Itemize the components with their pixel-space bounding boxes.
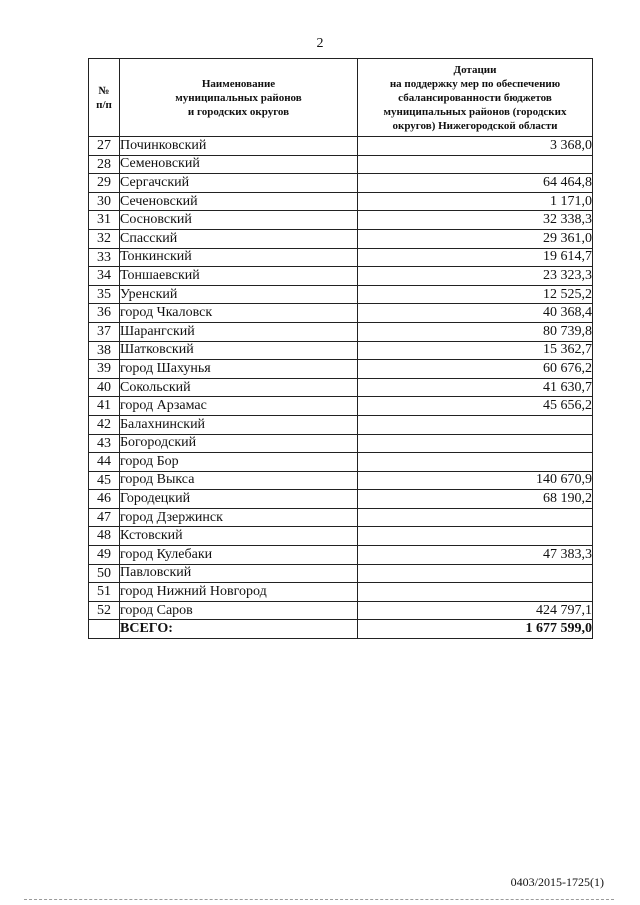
- row-name: Уренский: [120, 285, 358, 304]
- row-name: город Выкса: [120, 471, 358, 490]
- row-number: 52: [89, 601, 120, 620]
- table-row: [89, 415, 593, 434]
- row-name: Сокольский: [120, 378, 358, 397]
- row-name: город Бор: [120, 453, 358, 472]
- table-row: [89, 527, 593, 546]
- table-row: [89, 174, 593, 193]
- row-value: [358, 415, 593, 434]
- row-number: 36: [89, 304, 120, 323]
- row-number: 46: [89, 490, 120, 509]
- row-number: 28: [89, 155, 120, 174]
- table-row: [89, 267, 593, 286]
- row-name: город Саров: [120, 601, 358, 620]
- row-name: город Чкаловск: [120, 304, 358, 323]
- table-row: [89, 434, 593, 453]
- row-number: 43: [89, 434, 120, 453]
- row-value: [358, 564, 593, 583]
- row-number: 32: [89, 229, 120, 248]
- table-row: [89, 397, 593, 416]
- row-value: 29 361,0: [358, 229, 593, 248]
- row-value: 41 630,7: [358, 378, 593, 397]
- row-number: 27: [89, 137, 120, 156]
- row-value: 64 464,8: [358, 174, 593, 193]
- row-value: 60 676,2: [358, 360, 593, 379]
- row-number: 41: [89, 397, 120, 416]
- table-row: [89, 341, 593, 360]
- row-number: 39: [89, 360, 120, 379]
- row-name: Сергачский: [120, 174, 358, 193]
- table-header-row: [89, 59, 593, 137]
- table-row: [89, 564, 593, 583]
- table-row: [89, 248, 593, 267]
- row-value: [358, 453, 593, 472]
- row-number: 49: [89, 546, 120, 565]
- table-row: [89, 601, 593, 620]
- row-number: 33: [89, 248, 120, 267]
- total-label: ВСЕГО:: [120, 620, 358, 639]
- total-value: 1 677 599,0: [358, 620, 593, 639]
- page-number: 2: [316, 36, 324, 51]
- row-name: город Дзержинск: [120, 508, 358, 527]
- table-row: [89, 304, 593, 323]
- row-name: Сосновский: [120, 211, 358, 230]
- row-name: Шарангский: [120, 322, 358, 341]
- row-value: 1 171,0: [358, 192, 593, 211]
- row-value: 47 383,3: [358, 546, 593, 565]
- row-number: 48: [89, 527, 120, 546]
- row-value: 15 362,7: [358, 341, 593, 360]
- table-row: [89, 322, 593, 341]
- row-name: Балахнинский: [120, 415, 358, 434]
- row-name: город Кулебаки: [120, 546, 358, 565]
- table-row: [89, 360, 593, 379]
- row-number: 37: [89, 322, 120, 341]
- row-name: Богородский: [120, 434, 358, 453]
- row-value: 80 739,8: [358, 322, 593, 341]
- row-value: [358, 434, 593, 453]
- table-row: [89, 378, 593, 397]
- table-row: [89, 490, 593, 509]
- table-row: [89, 508, 593, 527]
- row-number: 34: [89, 267, 120, 286]
- row-number: 51: [89, 583, 120, 602]
- row-number: 44: [89, 453, 120, 472]
- row-number: 29: [89, 174, 120, 193]
- row-name: Павловский: [120, 564, 358, 583]
- row-number: 50: [89, 564, 120, 583]
- row-name: Городецкий: [120, 490, 358, 509]
- row-value: 19 614,7: [358, 248, 593, 267]
- row-value: 424 797,1: [358, 601, 593, 620]
- row-number: 42: [89, 415, 120, 434]
- table-row: [89, 471, 593, 490]
- table-row: [89, 192, 593, 211]
- row-name: Тоншаевский: [120, 267, 358, 286]
- row-name: Сеченовский: [120, 192, 358, 211]
- document-code: 0403/2015-1725(1): [510, 875, 604, 889]
- column-header-number: № п/п: [89, 59, 120, 137]
- row-name: Тонкинский: [120, 248, 358, 267]
- row-name: город Шахунья: [120, 360, 358, 379]
- row-value: [358, 508, 593, 527]
- row-value: 12 525,2: [358, 285, 593, 304]
- row-number: 35: [89, 285, 120, 304]
- row-value: 140 670,9: [358, 471, 593, 490]
- table-row: [89, 546, 593, 565]
- subsidies-table: [88, 58, 593, 639]
- row-name: город Арзамас: [120, 397, 358, 416]
- row-value: 68 190,2: [358, 490, 593, 509]
- table-row: [89, 285, 593, 304]
- row-value: 40 368,4: [358, 304, 593, 323]
- table-row: [89, 229, 593, 248]
- table-body: [89, 137, 593, 620]
- row-value: [358, 155, 593, 174]
- column-header-value: Дотации на поддержку мер по обеспечению сбалансированности бюджетов муниципальных районов (городских округов) Нижегородской области: [358, 59, 593, 137]
- table-row: [89, 211, 593, 230]
- total-row: [89, 620, 593, 639]
- row-name: Кстовский: [120, 527, 358, 546]
- row-value: 23 323,3: [358, 267, 593, 286]
- row-name: Починковский: [120, 137, 358, 156]
- row-name: Семеновский: [120, 155, 358, 174]
- row-name: город Нижний Новгород: [120, 583, 358, 602]
- table-row: [89, 137, 593, 156]
- scan-divider: [24, 899, 614, 900]
- row-number: 40: [89, 378, 120, 397]
- row-number: 30: [89, 192, 120, 211]
- row-value: 45 656,2: [358, 397, 593, 416]
- row-value: 3 368,0: [358, 137, 593, 156]
- row-number: 38: [89, 341, 120, 360]
- row-number: 45: [89, 471, 120, 490]
- table-row: [89, 155, 593, 174]
- row-value: [358, 583, 593, 602]
- row-number: 47: [89, 508, 120, 527]
- row-value: 32 338,3: [358, 211, 593, 230]
- row-name: Спасский: [120, 229, 358, 248]
- total-number-cell: [89, 620, 120, 639]
- table-row: [89, 583, 593, 602]
- row-number: 31: [89, 211, 120, 230]
- row-value: [358, 527, 593, 546]
- row-name: Шатковский: [120, 341, 358, 360]
- table-row: [89, 453, 593, 472]
- column-header-name: Наименование муниципальных районов и городских округов: [120, 59, 358, 137]
